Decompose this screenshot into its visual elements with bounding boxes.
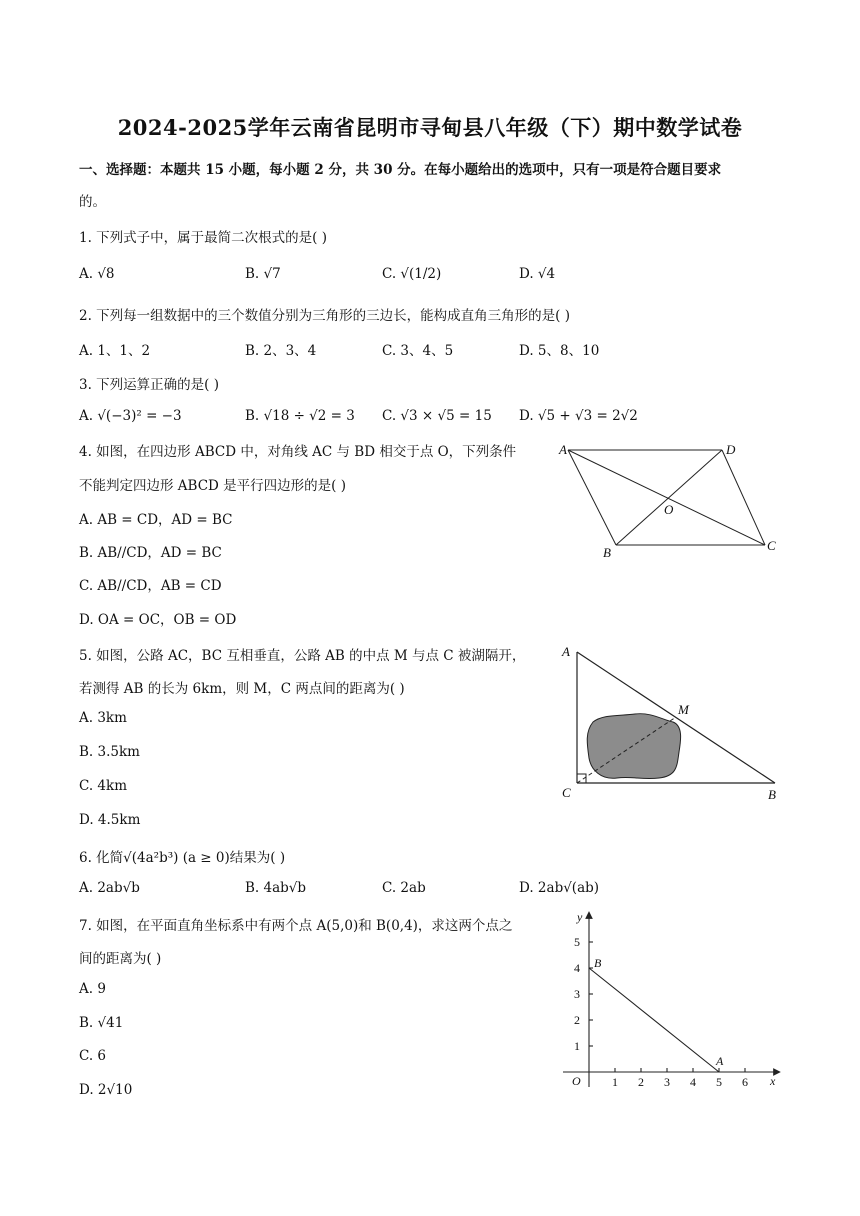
q7-x-tick-label: 2 xyxy=(638,1075,644,1089)
q3-option-b: B. √18 ÷ √2 = 3 xyxy=(245,408,355,424)
q7-tick-marks xyxy=(589,942,745,1072)
q5-option-a: A. 3km xyxy=(79,710,127,726)
q4-label-a: A xyxy=(559,442,567,457)
q7-x-tick-label: 5 xyxy=(716,1075,722,1089)
section-heading: 一、选择题：本题共 15 小题，每小题 2 分，共 30 分。在每小题给出的选项中，只有一项是符合题目要求 xyxy=(79,162,722,178)
q4-label-o: O xyxy=(664,502,674,517)
q7-segment-ab xyxy=(589,968,719,1072)
q6-stem: 6. 化简√(4a²b³) (a ≥ 0)结果为( ) xyxy=(79,850,286,866)
q7-label-x: x xyxy=(770,1074,776,1088)
q3-option-c: C. √3 × √5 = 15 xyxy=(382,408,492,424)
q4-diagonal-bd xyxy=(616,450,722,545)
q2-option-d: D. 5、8、10 xyxy=(519,343,600,359)
q7-label-origin: O xyxy=(572,1074,581,1088)
q5-label-b: B xyxy=(768,787,776,802)
q3-stem: 3. 下列运算正确的是( ) xyxy=(79,377,219,393)
q5-lake-figure xyxy=(555,640,795,808)
q7-label-b: B xyxy=(594,956,602,970)
q6-option-c: C. 2ab xyxy=(382,880,426,896)
q3-option-a: A. √(−3)² = −3 xyxy=(79,408,182,424)
q4-side-dc xyxy=(722,450,765,545)
q7-x-tick-label: 1 xyxy=(612,1075,618,1089)
q2-option-b: B. 2、3、4 xyxy=(245,343,317,359)
q7-x-tick-label: 6 xyxy=(742,1075,748,1089)
q4-stem-line2: 不能判定四边形 ABCD 是平行四边形的是( ) xyxy=(79,478,346,494)
q7-y-tick-label: 4 xyxy=(574,961,580,975)
q1-option-c: C. √(1/2) xyxy=(382,266,442,282)
q5-label-c: C xyxy=(562,785,571,800)
q7-label-y: y xyxy=(577,910,583,924)
q7-x-tick-label: 4 xyxy=(690,1075,696,1089)
q4-label-b: B xyxy=(603,545,611,560)
q6-option-b: B. 4ab√b xyxy=(245,880,307,896)
q6-option-d: D. 2ab√(ab) xyxy=(519,880,600,896)
q5-option-d: D. 4.5km xyxy=(79,812,141,828)
q5-option-b: B. 3.5km xyxy=(79,744,140,760)
q4-option-c: C. AB//CD，AB = CD xyxy=(79,578,222,594)
q1-option-b: B. √7 xyxy=(245,266,281,282)
q5-label-a: A xyxy=(562,644,570,659)
section-heading-cont: 的。 xyxy=(79,194,106,210)
q4-label-d: D xyxy=(726,442,736,457)
q2-option-c: C. 3、4、5 xyxy=(382,343,454,359)
q7-option-d: D. 2√10 xyxy=(79,1082,133,1098)
q7-stem-line2: 间的距离为( ) xyxy=(79,951,162,967)
q7-option-b: B. √41 xyxy=(79,1015,124,1031)
q4-side-ba xyxy=(568,450,616,545)
q7-y-tick-label: 2 xyxy=(574,1013,580,1027)
q7-option-c: C. 6 xyxy=(79,1048,107,1064)
q7-stem-line1: 7. 如图，在平面直角坐标系中有两个点 A(5,0)和 B(0,4)，求这两个点之 xyxy=(79,918,513,934)
q1-option-d: D. √4 xyxy=(519,266,556,282)
q7-x-tick-label: 3 xyxy=(664,1075,670,1089)
q4-option-a: A. AB = CD，AD = BC xyxy=(79,512,233,528)
q7-y-tick-label: 5 xyxy=(574,935,580,949)
q5-stem-line1: 5. 如图，公路 AC，BC 互相垂直，公路 AB 的中点 M 与点 C 被湖隔开， xyxy=(79,648,526,664)
q5-label-m: M xyxy=(678,702,689,717)
q7-label-a: A xyxy=(716,1054,724,1068)
q4-diagonal-ac xyxy=(568,450,765,545)
q2-option-a: A. 1、1、2 xyxy=(79,343,151,359)
q5-stem-line2: 若测得 AB 的长为 6km，则 M，C 两点间的距离为( ) xyxy=(79,681,405,697)
q4-option-d: D. OA = OC，OB = OD xyxy=(79,612,237,628)
q3-option-d: D. √5 + √3 = 2√2 xyxy=(519,408,638,424)
q7-coordinate-figure xyxy=(555,905,790,1095)
q7-y-tick-label: 3 xyxy=(574,987,580,1001)
q4-stem-line1: 4. 如图，在四边形 ABCD 中，对角线 AC 与 BD 相交于点 O，下列条件 xyxy=(79,444,517,460)
q7-option-a: A. 9 xyxy=(79,981,106,997)
q4-label-c: C xyxy=(767,538,776,553)
q7-y-tick-label: 1 xyxy=(574,1039,580,1053)
page-title: 2024-2025学年云南省昆明市寻甸县八年级（下）期中数学试卷 xyxy=(117,115,743,140)
q1-stem: 1. 下列式子中，属于最简二次根式的是( ) xyxy=(79,230,327,246)
q4-option-b: B. AB//CD，AD = BC xyxy=(79,545,222,561)
q2-stem: 2. 下列每一组数据中的三个数值分别为三角形的三边长，能构成直角三角形的是( ) xyxy=(79,308,570,324)
q5-option-c: C. 4km xyxy=(79,778,128,794)
q4-parallelogram-figure xyxy=(555,436,785,560)
q6-option-a: A. 2ab√b xyxy=(79,880,140,896)
q1-option-a: A. √8 xyxy=(79,266,115,282)
